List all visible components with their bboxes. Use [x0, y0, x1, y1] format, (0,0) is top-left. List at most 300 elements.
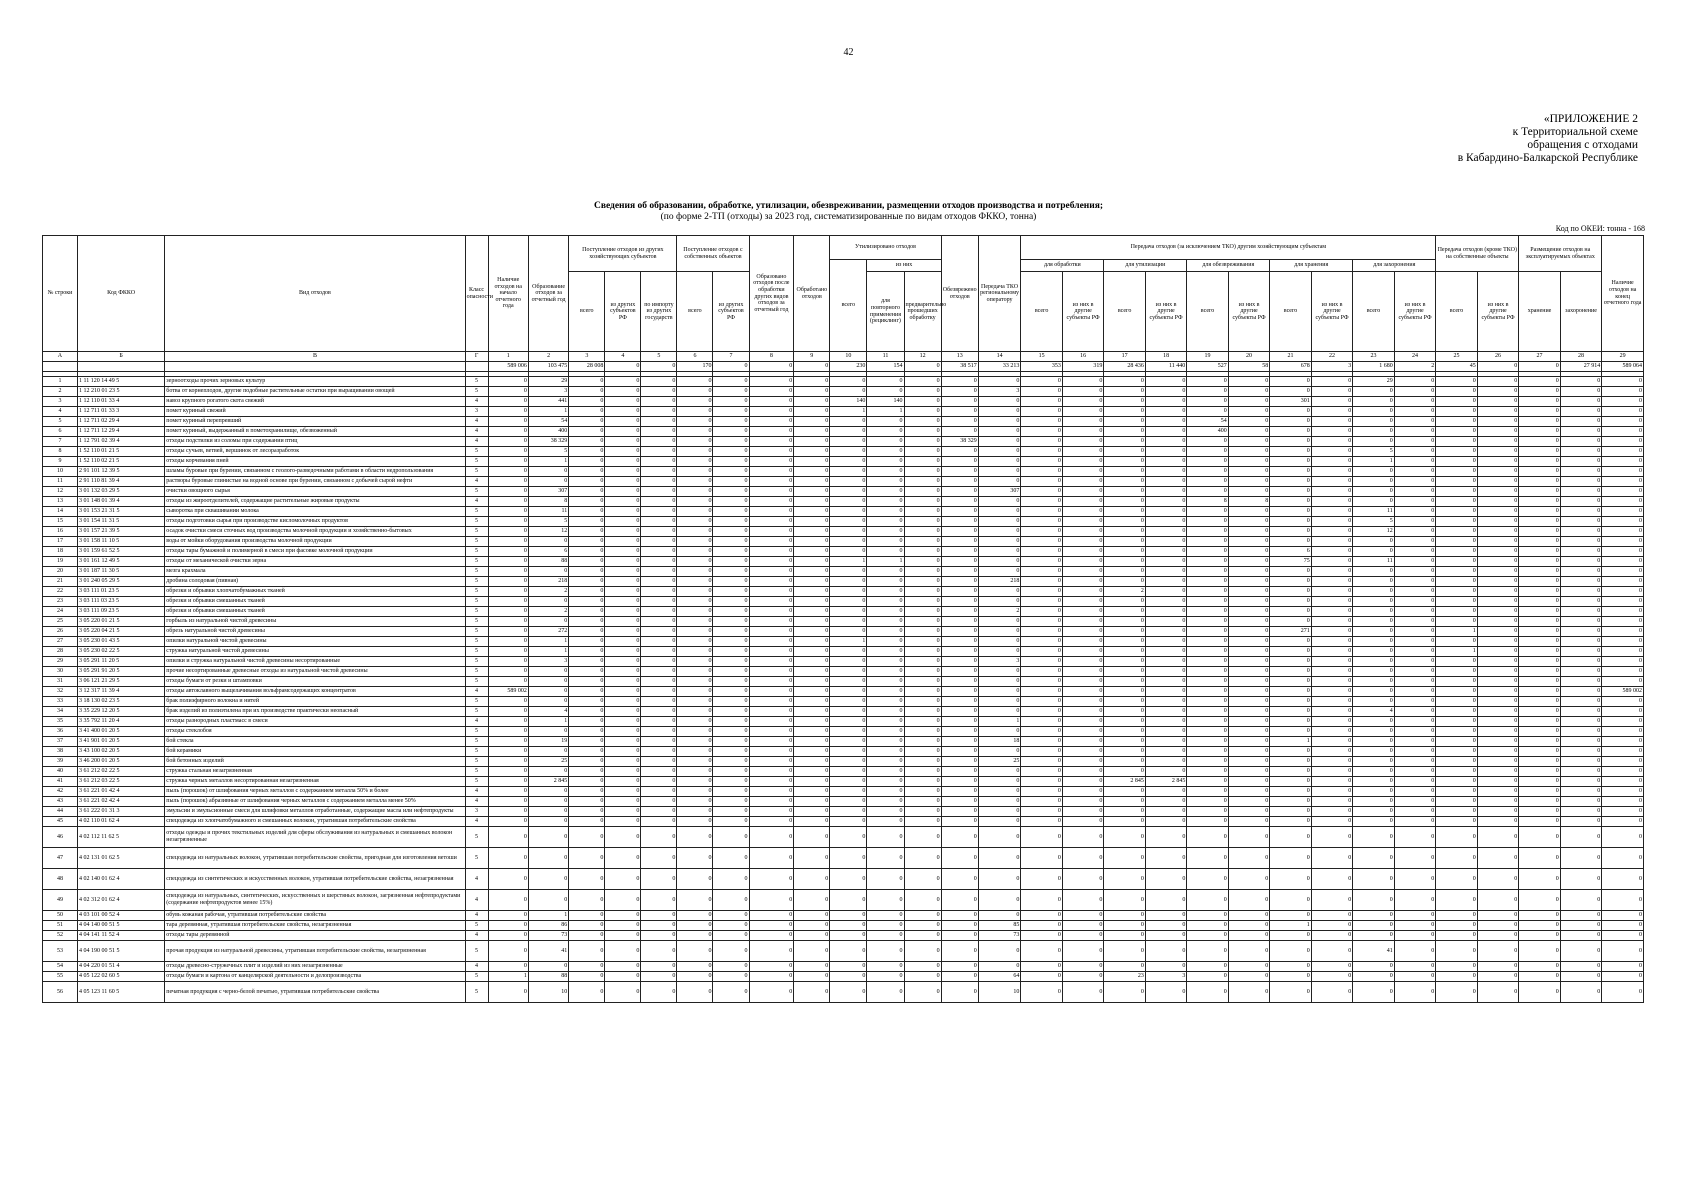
table-cell: 0 [904, 767, 941, 777]
table-cell: 0 [1353, 487, 1394, 497]
table-cell: 0 [867, 637, 904, 647]
table-cell: отходы одежды и прочих текстильных изделий для сферы обслуживания из натуральных и смешанных волокон незагрязненные [165, 827, 465, 848]
table-cell: отходы из жироотделителей, содержащие растительные жировые продукты [165, 497, 465, 507]
table-row [43, 817, 1644, 827]
table-cell: 0 [830, 941, 867, 962]
table-cell: 3 05 220 01 21 5 [77, 617, 164, 627]
table-cell: 0 [749, 407, 794, 417]
header-to-other-rf: из них в другие субъекты РФ [1477, 272, 1519, 352]
table-cell: 0 [605, 362, 641, 372]
table-cell: 11 [528, 507, 568, 517]
table-cell: 0 [1228, 647, 1269, 657]
table-cell: 0 [830, 597, 867, 607]
table-cell: 29 [1602, 352, 1644, 362]
table-cell: 0 [1228, 487, 1269, 497]
table-cell: 0 [867, 890, 904, 911]
table-cell: 0 [978, 617, 1021, 627]
table-cell: 24 [1394, 352, 1436, 362]
table-cell: 0 [1436, 827, 1477, 848]
table-cell: 3 06 121 21 29 5 [77, 677, 164, 687]
table-cell: 4 [465, 717, 488, 727]
table-cell: 0 [641, 677, 677, 687]
table-cell: 0 [904, 427, 941, 437]
table-cell: 0 [1394, 717, 1436, 727]
table-cell: 0 [1477, 972, 1519, 982]
table-cell: 0 [569, 447, 605, 457]
header-total: всего [1021, 272, 1062, 352]
table-cell: 0 [1436, 697, 1477, 707]
table-cell: 5 [1353, 517, 1394, 527]
table-cell: 0 [1187, 941, 1228, 962]
table-cell: 0 [641, 607, 677, 617]
table-cell: 0 [1311, 972, 1352, 982]
table-cell: 0 [569, 387, 605, 397]
table-cell: 0 [978, 707, 1021, 717]
table-row [43, 527, 1644, 537]
table-cell: 0 [569, 757, 605, 767]
table-cell: 0 [569, 617, 605, 627]
table-cell: 0 [1519, 377, 1560, 387]
table-cell: 0 [1311, 962, 1352, 972]
table-cell: 0 [1477, 587, 1519, 597]
table-cell: 0 [1394, 537, 1436, 547]
table-cell: 0 [1062, 757, 1103, 767]
table-cell: 0 [488, 869, 528, 890]
table-cell: 0 [1477, 737, 1519, 747]
table-cell: 6 [677, 352, 713, 362]
page-number: 42 [843, 47, 854, 58]
table-cell: 0 [488, 797, 528, 807]
table-cell: 0 [1145, 377, 1186, 387]
table-cell: 38 329 [528, 437, 568, 447]
table-cell: 0 [749, 767, 794, 777]
table-cell: 0 [904, 597, 941, 607]
table-cell: 0 [978, 447, 1021, 457]
table-cell: 0 [569, 557, 605, 567]
table-cell: 0 [1560, 427, 1601, 437]
table-row [43, 677, 1644, 687]
table-cell: 0 [1270, 487, 1311, 497]
table-cell: 5 [465, 827, 488, 848]
table-cell: 0 [749, 890, 794, 911]
table-cell: 0 [904, 972, 941, 982]
table-row [43, 517, 1644, 527]
table-cell: 5 [465, 587, 488, 597]
table-cell: 0 [1436, 387, 1477, 397]
table-cell: 0 [1311, 617, 1352, 627]
table-cell: 0 [569, 437, 605, 447]
table-cell: 0 [569, 577, 605, 587]
table-cell: 1 52 110 02 21 5 [77, 457, 164, 467]
table-cell: 0 [978, 777, 1021, 787]
table-cell: 0 [1353, 817, 1394, 827]
table-cell: 0 [1311, 982, 1352, 1003]
table-cell: 0 [1145, 747, 1186, 757]
title-subtitle: (по форме 2-ТП (отходы) за 2023 год, систематизированные по видам отходов ФККО, тонна) [660, 212, 1037, 222]
table-cell: 3 43 100 02 20 5 [77, 747, 164, 757]
table-cell: 0 [1104, 597, 1145, 607]
table-cell: 0 [1228, 527, 1269, 537]
table-cell: 0 [488, 667, 528, 677]
table-cell: 0 [1062, 587, 1103, 597]
table-cell: 589 064 [1602, 362, 1644, 372]
table-cell: 0 [1187, 627, 1228, 637]
table-cell: 0 [830, 477, 867, 487]
appendix-line: в Кабардино-Балкарской Республике [1457, 152, 1638, 164]
table-cell: 0 [569, 687, 605, 697]
table-cell: 0 [941, 657, 978, 667]
table-row [43, 487, 1644, 497]
table-cell: 4 02 110 01 62 4 [77, 817, 164, 827]
table-cell: 0 [830, 848, 867, 869]
table-cell: 0 [677, 677, 713, 687]
table-cell: 0 [1270, 962, 1311, 972]
table-cell: 0 [978, 827, 1021, 848]
table-cell: 0 [713, 797, 749, 807]
table-cell: 25 [1436, 352, 1477, 362]
table-cell: 0 [569, 931, 605, 941]
table-cell: 0 [605, 911, 641, 921]
table-cell: 9 [43, 457, 78, 467]
table-cell: 1 [978, 717, 1021, 727]
table-cell: 3 01 148 01 39 4 [77, 497, 164, 507]
table-cell: 0 [1187, 407, 1228, 417]
table-cell: 5 [465, 848, 488, 869]
table-cell: 0 [1228, 848, 1269, 869]
table-cell: 0 [1519, 607, 1560, 617]
table-cell: 0 [1228, 697, 1269, 707]
table-cell: 0 [904, 417, 941, 427]
table-cell: 0 [1353, 869, 1394, 890]
table-cell: 0 [713, 377, 749, 387]
table-cell: 0 [1560, 637, 1601, 647]
table-cell: 0 [794, 467, 830, 477]
table-cell: 0 [1602, 787, 1644, 797]
table-cell: 0 [1602, 527, 1644, 537]
table-cell: 0 [528, 890, 568, 911]
table-cell: 0 [1270, 687, 1311, 697]
table-cell: 0 [794, 567, 830, 577]
table-cell: 0 [1021, 677, 1062, 687]
table-cell: 0 [488, 637, 528, 647]
table-row [43, 387, 1644, 397]
table-cell: 0 [1519, 848, 1560, 869]
table-cell: 589 006 [488, 362, 528, 372]
table-cell: 0 [1436, 397, 1477, 407]
table-cell: 4 [465, 397, 488, 407]
table-cell: пыль (порошок) абразивные от шлифования черных металлов с содержанием металла менее 50% [165, 797, 465, 807]
table-cell: 0 [867, 517, 904, 527]
table-cell: 0 [1104, 931, 1145, 941]
table-row [43, 497, 1644, 507]
table-cell: 0 [488, 587, 528, 597]
table-cell: 0 [713, 597, 749, 607]
table-cell: 0 [1187, 972, 1228, 982]
table-cell: 0 [749, 647, 794, 657]
table-cell: 40 [43, 767, 78, 777]
table-cell: 0 [713, 911, 749, 921]
table-cell: 218 [978, 577, 1021, 587]
table-cell: 0 [713, 848, 749, 869]
table-cell: 0 [867, 647, 904, 657]
table-row [43, 931, 1644, 941]
table-cell: опилки натуральной чистой древесины [165, 637, 465, 647]
table-cell: 0 [1394, 697, 1436, 707]
table-cell: 0 [1560, 657, 1601, 667]
table-cell: 0 [605, 962, 641, 972]
table-cell: 0 [713, 607, 749, 617]
table-cell: 0 [904, 890, 941, 911]
table-cell: 0 [569, 848, 605, 869]
table-cell: 85 [978, 921, 1021, 931]
table-cell: 0 [528, 747, 568, 757]
table-cell: 0 [1021, 577, 1062, 587]
table-cell: 2 [528, 607, 568, 617]
table-cell: 0 [1270, 537, 1311, 547]
table-cell: 21 [43, 577, 78, 587]
table-cell: 0 [1270, 757, 1311, 767]
table-cell: 527 [1187, 362, 1228, 372]
table-cell: 0 [794, 387, 830, 397]
table-cell: 0 [1436, 817, 1477, 827]
table-cell: 0 [641, 457, 677, 467]
table-cell: 0 [1602, 767, 1644, 777]
table-cell: 0 [1145, 737, 1186, 747]
table-cell: 0 [1560, 667, 1601, 677]
table-cell: 0 [569, 962, 605, 972]
table-cell: 0 [1560, 577, 1601, 587]
table-cell: 0 [488, 727, 528, 737]
table-cell: 0 [677, 647, 713, 657]
table-cell: 0 [1602, 567, 1644, 577]
header-import: по импорту из других государств [641, 272, 677, 352]
table-cell: 0 [904, 567, 941, 577]
table-cell: 0 [1104, 427, 1145, 437]
table-cell: 0 [1270, 717, 1311, 727]
table-cell: 0 [978, 747, 1021, 757]
header-from-other-rf: из других субъектов РФ [605, 272, 641, 352]
table-cell: 0 [569, 890, 605, 911]
table-cell: 0 [1104, 717, 1145, 727]
table-cell: 0 [1602, 697, 1644, 707]
table-cell: 0 [605, 747, 641, 757]
table-cell: 0 [569, 827, 605, 848]
table-cell: 0 [1519, 921, 1560, 931]
table-cell: 0 [1145, 427, 1186, 437]
table-cell: 0 [1394, 427, 1436, 437]
table-cell: 0 [867, 497, 904, 507]
table-cell: 0 [1187, 817, 1228, 827]
table-cell: 0 [1228, 707, 1269, 717]
table-cell: 10 [43, 467, 78, 477]
table-cell: 0 [677, 848, 713, 869]
table-cell: 4 04 140 00 51 5 [77, 921, 164, 931]
table-cell: 0 [605, 407, 641, 417]
table-cell: 0 [1104, 607, 1145, 617]
table-cell: 0 [1145, 597, 1186, 607]
table-cell: 0 [1394, 587, 1436, 597]
table-cell: отходы подстилки из соломы при содержании птиц [165, 437, 465, 447]
table-cell: 0 [830, 797, 867, 807]
header-to-other-rf: из них в другие субъекты РФ [1311, 272, 1352, 352]
table-cell: 0 [1228, 607, 1269, 617]
table-cell: 0 [1560, 597, 1601, 607]
table-cell: 0 [941, 597, 978, 607]
table-cell: 0 [569, 467, 605, 477]
table-cell: 0 [1394, 921, 1436, 931]
table-cell: 0 [488, 537, 528, 547]
table-cell: 0 [1021, 921, 1062, 931]
table-cell: 0 [794, 427, 830, 437]
table-cell: 0 [941, 537, 978, 547]
table-cell: 6 [1270, 547, 1311, 557]
table-cell: 0 [1519, 890, 1560, 911]
table-cell: 0 [749, 869, 794, 890]
table-cell: 0 [1270, 497, 1311, 507]
table-cell: 0 [1477, 507, 1519, 517]
table-cell: 5 [465, 727, 488, 737]
table-cell: 0 [713, 941, 749, 962]
table-cell: 0 [904, 982, 941, 1003]
table-cell: пыль (порошок) от шлифования черных металлов с содержанием металла 50% и более [165, 787, 465, 797]
table-cell: бой керамики [165, 747, 465, 757]
table-cell: 3 03 111 03 23 5 [77, 597, 164, 607]
header-for-processing: для обработки [1021, 260, 1104, 272]
table-cell: 0 [830, 567, 867, 577]
table-cell: 5 [465, 637, 488, 647]
table-cell: 0 [1104, 687, 1145, 697]
table-cell: 0 [1311, 467, 1352, 477]
table-cell: 0 [1602, 848, 1644, 869]
table-cell: 0 [1353, 727, 1394, 737]
table-cell: 15 [43, 517, 78, 527]
table-cell: 0 [1270, 637, 1311, 647]
table-cell: 0 [978, 557, 1021, 567]
table-cell: 0 [605, 717, 641, 727]
table-cell: 0 [1560, 447, 1601, 457]
table-cell: 0 [1477, 848, 1519, 869]
table-cell: 5 [465, 757, 488, 767]
table-cell: 4 [465, 931, 488, 941]
table-cell: 0 [677, 962, 713, 972]
table-cell: 0 [677, 557, 713, 567]
table-cell: 0 [1021, 941, 1062, 962]
table-cell: 0 [1394, 407, 1436, 417]
table-cell: 0 [1353, 687, 1394, 697]
table-cell: 0 [1394, 972, 1436, 982]
table-cell: 0 [1104, 497, 1145, 507]
table-cell: 140 [830, 397, 867, 407]
table-cell: 0 [1519, 487, 1560, 497]
table-cell: 3 05 291 91 20 5 [77, 667, 164, 677]
table-cell: 0 [1519, 817, 1560, 827]
table-cell: 0 [1187, 477, 1228, 487]
table-cell: 13 [941, 352, 978, 362]
table-cell: 0 [1519, 941, 1560, 962]
table-cell: 0 [1228, 797, 1269, 807]
table-cell: 0 [1228, 817, 1269, 827]
table-cell: 0 [1311, 911, 1352, 921]
table-cell: 29 [43, 657, 78, 667]
table-cell: 0 [1519, 387, 1560, 397]
table-cell: 0 [1145, 890, 1186, 911]
okei-code: Код по ОКЕИ: тонна - 168 [1555, 224, 1645, 233]
table-cell: 0 [1145, 807, 1186, 817]
table-cell: 0 [1270, 447, 1311, 457]
table-cell: 0 [488, 677, 528, 687]
table-cell: 0 [1187, 487, 1228, 497]
table-cell: 0 [904, 827, 941, 848]
table-cell: 4 [465, 890, 488, 911]
table-cell: 0 [830, 707, 867, 717]
table-cell: 0 [1311, 387, 1352, 397]
table-cell: 0 [749, 362, 794, 372]
table-row [43, 727, 1644, 737]
table-cell: 0 [1560, 617, 1601, 627]
table-cell: 0 [1021, 717, 1062, 727]
table-cell: 0 [794, 497, 830, 507]
table-cell: 0 [1104, 941, 1145, 962]
table-cell: 0 [1436, 962, 1477, 972]
table-cell: 0 [749, 547, 794, 557]
table-cell: 0 [488, 557, 528, 567]
table-cell: 0 [569, 869, 605, 890]
table-cell: 3 05 291 11 20 5 [77, 657, 164, 667]
table-cell: 1 [1270, 921, 1311, 931]
table-cell: 17 [43, 537, 78, 547]
table-cell: 4 [465, 787, 488, 797]
table-cell: 0 [941, 827, 978, 848]
table-cell: 0 [1270, 707, 1311, 717]
table-cell: 0 [794, 677, 830, 687]
table-cell: 0 [1519, 587, 1560, 597]
table-cell: 0 [749, 487, 794, 497]
table-cell: 0 [677, 827, 713, 848]
table-cell: обрезки и обрывки хлопчатобумажных тканей [165, 587, 465, 597]
table-cell: 0 [569, 797, 605, 807]
table-cell: 0 [830, 467, 867, 477]
header-for-neutralization: для обезвреживания [1187, 260, 1270, 272]
table-cell: 0 [904, 911, 941, 921]
table-cell: 0 [830, 517, 867, 527]
table-cell: 0 [1145, 797, 1186, 807]
table-cell: 0 [1560, 507, 1601, 517]
table-cell: 0 [713, 777, 749, 787]
table-cell: 29 [1353, 377, 1394, 387]
table-cell: 5 [528, 517, 568, 527]
table-cell: 0 [1519, 477, 1560, 487]
table-cell: 0 [1311, 397, 1352, 407]
header-total: всего [1353, 272, 1394, 352]
table-cell: 0 [641, 617, 677, 627]
table-cell: 0 [1145, 537, 1186, 547]
table-cell: 0 [1104, 457, 1145, 467]
table-cell: 0 [1436, 447, 1477, 457]
table-cell: 0 [713, 457, 749, 467]
table-cell: 0 [867, 817, 904, 827]
table-cell: 0 [749, 727, 794, 737]
table-cell: 0 [605, 477, 641, 487]
table-cell: 3 61 212 03 22 5 [77, 777, 164, 787]
table-cell: 0 [830, 931, 867, 941]
table-cell: 17 [1104, 352, 1145, 362]
table-cell: 0 [830, 657, 867, 667]
table-cell: 0 [1145, 727, 1186, 737]
table-cell: 0 [1519, 527, 1560, 537]
table-cell: 0 [1187, 567, 1228, 577]
table-cell: 0 [641, 557, 677, 567]
table-cell: 5 [465, 487, 488, 497]
